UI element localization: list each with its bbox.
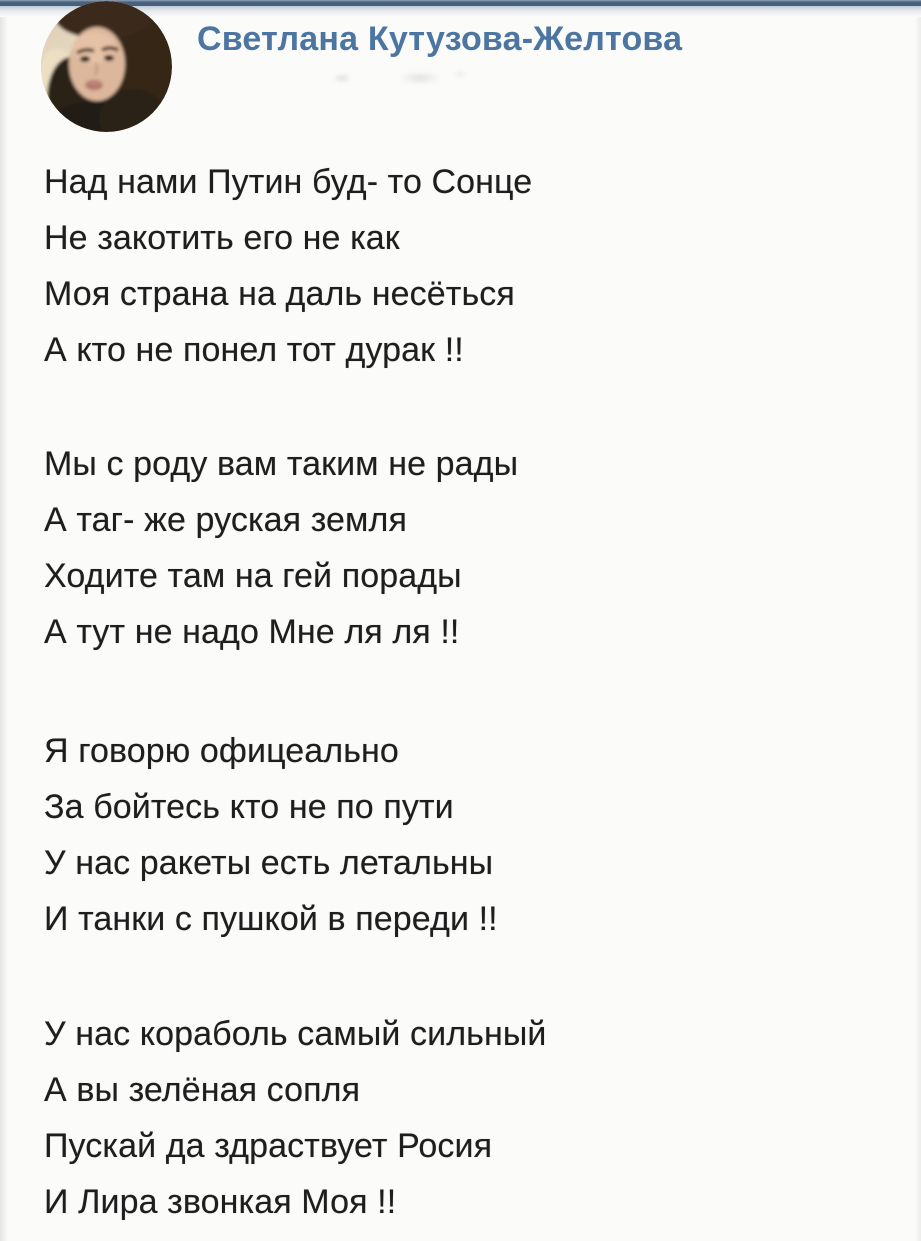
poem-line: У нас кораболь самый сильный — [44, 1015, 547, 1053]
poem-stanza-2 — [44, 436, 905, 660]
avatar-photo-illustration — [41, 1, 172, 132]
poem-line: Ходите там на гей порады — [44, 557, 462, 595]
poem-line: И Лира звонкая Моя !! — [44, 1183, 397, 1221]
poem-line: Над нами Путин буд- то Сонце — [44, 163, 533, 201]
avatar[interactable] — [41, 1, 172, 132]
poem-stanza-1 — [44, 154, 905, 378]
left-edge-shading — [0, 17, 8, 1241]
poem-line: Пускай да здраствует Росия — [44, 1127, 493, 1165]
poem-line: Мы с роду вам таким не рады — [44, 445, 519, 483]
poem-line: А таг- же руская земля — [44, 501, 407, 539]
right-edge-shading — [915, 17, 921, 1241]
poem-line: А кто не понел тот дурак !! — [44, 331, 464, 369]
profile-name-link[interactable]: Светлана Кутузова-Желтова — [197, 20, 683, 58]
poem-line: У нас ракеты есть летальны — [44, 844, 494, 882]
erased-timestamp-smudge — [330, 66, 480, 88]
poem-line: Я говорю офицеально — [44, 732, 399, 770]
poem-line: Не закотить его не как — [44, 219, 400, 257]
poem-line: И танки с пушкой в переди !! — [44, 900, 498, 938]
poem-stanza-4 — [44, 1006, 905, 1230]
poem-line: Моя страна на даль несёться — [44, 275, 515, 313]
poem-stanza-3 — [44, 723, 905, 947]
poem-line: А тут не надо Мне ля ля !! — [44, 613, 460, 651]
poem-line: За бойтесь кто не по пути — [44, 788, 454, 826]
poem-line: А вы зелёная сопля — [44, 1071, 361, 1109]
